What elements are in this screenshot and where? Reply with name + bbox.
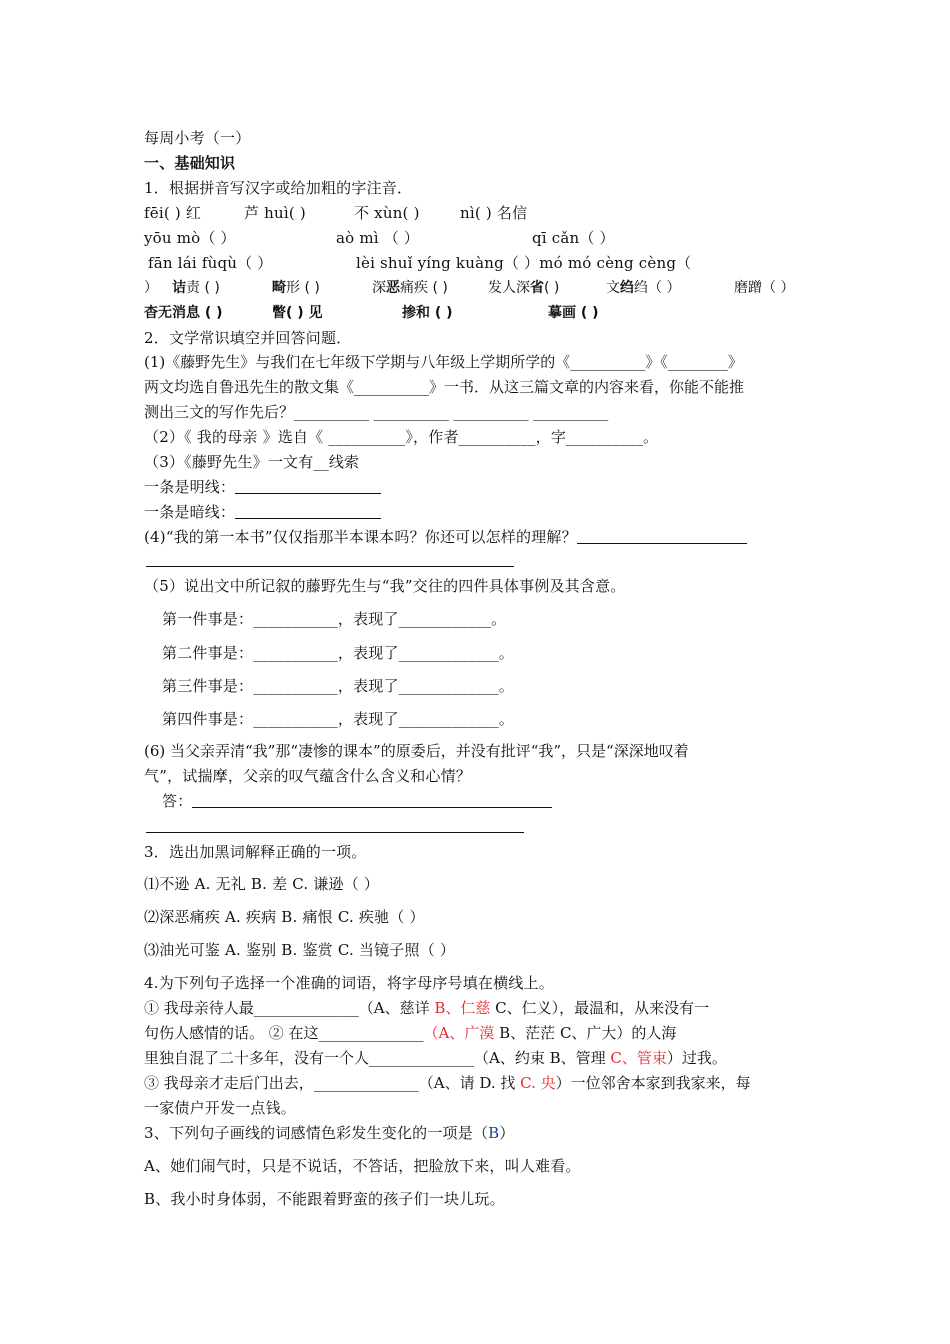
q3-item: ⑵深恶痛疾 A. 疾病 B. 痛恨 C. 疾驰（ ）	[144, 908, 425, 926]
q1-row5	[144, 303, 599, 323]
q4-text: C、仁义），最温和，从来没有一	[490, 999, 710, 1017]
q1-item: ( )	[544, 280, 560, 296]
answer-line	[235, 479, 381, 494]
event-line: 第四件事是：___________，表现了_____________。	[162, 710, 515, 728]
q1-item: 掺和 ( )	[402, 305, 453, 321]
q3-heading: 3．选出加黑词解释正确的一项。	[144, 843, 367, 861]
answer-line	[146, 566, 514, 567]
q4-text: ① 我母亲待人最______________（A、慈详	[144, 999, 435, 1017]
q2-p6-line: 气”，试揣摩，父亲的叹气蕴含什么含义和心情？	[144, 767, 472, 785]
bold-char: 诘	[172, 280, 186, 296]
q2-p6-line: (6) 当父亲弄清“我”那“凄惨的课本”的原委后，并没有批评“我”，只是“深深地叹着	[144, 742, 689, 760]
answer-mark: （A、广漠	[423, 1024, 495, 1042]
q1-item: 形 ( )	[286, 280, 320, 296]
bracket-text: ）	[144, 280, 158, 296]
answer-mark: B、仁慈	[434, 999, 491, 1017]
q2-p1-line: (1)《藤野先生》与我们在七年级下学期与八年级上学期所学的《__________》《________》	[144, 353, 743, 371]
q1-item: 绉（ ）	[634, 280, 681, 296]
answer-line	[577, 529, 747, 544]
q1-item: 深	[372, 280, 386, 296]
q2-heading: 2．文学常识填空并回答问题．	[144, 329, 352, 347]
q2-p3-text: （3）《藤野先生》一文有	[144, 453, 314, 471]
q1-row4	[144, 278, 795, 298]
q1-item: 摹画 ( )	[548, 305, 599, 321]
q1-item: fēi( ) 红	[144, 204, 202, 222]
q4-line: 一家债户开发一点钱。	[144, 1099, 297, 1117]
q2-p3-text: 线索	[328, 453, 360, 471]
section-heading: 一、基础知识	[144, 154, 236, 172]
bold-char: 绉	[620, 280, 634, 296]
q4-heading: 4.为下列句子选择一个准确的词语，将字母序号填在横线上。	[144, 974, 554, 992]
answer-mark: B	[488, 1124, 500, 1142]
q4-text: ③ 我母亲才走后门出去，______________（A、请 D. 找	[144, 1074, 521, 1092]
q1-row2	[144, 228, 615, 248]
q4-text: ）一位邻舍本家到我家来，每	[555, 1074, 751, 1092]
answer-mark: C、管束	[610, 1049, 667, 1067]
q2-p4-text: (4)“我的第一本书”仅仅指那半本课本吗？你还可以怎样的理解？	[144, 528, 577, 546]
q1-item: 无消息 ( )	[158, 305, 223, 321]
q3-item: ⑴不逊 A. 无礼 B. 差 C. 谦逊（ ）	[144, 875, 380, 893]
q4-text: 句伤人感情的话。 ② 在这______________	[144, 1024, 424, 1042]
answer-line	[146, 832, 524, 833]
answer-row	[162, 791, 552, 811]
q1-item: 文	[606, 280, 620, 296]
q1-row1	[144, 203, 528, 223]
q1-row3	[148, 253, 692, 273]
q1-item: aò mì （ ）	[336, 229, 420, 247]
answer-mark: C. 央	[520, 1074, 556, 1092]
bold-char: 杳	[144, 305, 158, 321]
q4-line	[144, 1073, 751, 1093]
bold-char: 省	[530, 280, 544, 296]
q4-line	[144, 1048, 727, 1068]
q1-item: 不 xùn( )	[354, 204, 420, 222]
event-line: 第二件事是：___________，表现了_____________。	[162, 644, 515, 662]
q1-heading: 1．根据拼音写汉字或给加粗的字注音．	[144, 179, 413, 197]
q1-item: 磨蹭（ ）	[734, 280, 795, 296]
q1-item: 芦 huì( )	[244, 204, 306, 222]
q1-item: lèi shuǐ yíng kuàng（ ）mó mó cèng cèng（	[356, 254, 692, 272]
q2-p1-line: 两文均选自鲁迅先生的散文集《__________》一书．从这三篇文章的内容来看，你能不能推	[144, 378, 745, 396]
q2-p5: （5）说出文中所记叙的藤野先生与“我”交往的四件具体事例及其含意。	[144, 577, 626, 595]
answer-line	[235, 504, 381, 519]
q1-item: yōu mò（ ）	[144, 229, 236, 247]
q1-item: 痛疾 ( )	[400, 280, 448, 296]
bold-char: 瞥	[272, 305, 286, 321]
q1-item: ( ) 见	[286, 305, 323, 321]
q2-p3-b	[144, 502, 381, 522]
event-line: 第三件事是：___________，表现了_____________。	[162, 677, 515, 695]
q5-option: B、我小时身体弱，不能跟着野蛮的孩子们一块儿玩。	[144, 1190, 505, 1208]
blank: __	[313, 453, 329, 471]
q1-item: qī cǎn（ ）	[532, 229, 615, 247]
q1-item: 责 ( )	[186, 280, 220, 296]
q5-heading	[144, 1123, 515, 1143]
q2-p3-a	[144, 477, 381, 497]
q2-p4	[144, 527, 747, 547]
q2-p1-line: 测出三文的写作先后？__________ __________ __________ __________	[144, 403, 609, 421]
q2-p2: （2）《 我的母亲 》选自《 __________》，作者__________，字__________。	[144, 428, 659, 446]
q5-option: A、她们闹气时，只是不说话，不答话，把脸放下来，叫人难看。	[144, 1157, 581, 1175]
answer-label: 答：	[162, 792, 193, 810]
answer-line	[192, 793, 552, 808]
q3-item: ⑶油光可鉴 A. 鉴别 B. 鉴赏 C. 当镜子照（ ）	[144, 941, 456, 959]
bold-char: 恶	[386, 280, 400, 296]
q4-text: 里独自混了二十多年，没有一个人______________（A、约束 B、管理	[144, 1049, 611, 1067]
bold-char: 畸	[272, 280, 286, 296]
q4-line	[144, 1023, 676, 1043]
page-title: 每周小考（一）	[144, 129, 251, 147]
q1-item: fān lái fùqù（ ）	[148, 254, 273, 272]
event-line: 第一件事是：___________，表现了____________。	[162, 610, 507, 628]
q2-p3	[144, 452, 359, 472]
q5-text: 3、下列句子画线的词感情色彩发生变化的一项是（	[144, 1124, 489, 1142]
q1-item: 发人深	[488, 280, 530, 296]
q5-text: ）	[499, 1124, 515, 1142]
q4-text: B、茫茫 C、广大）的人海	[494, 1024, 677, 1042]
q4-line	[144, 998, 709, 1018]
label: 一条是暗线：	[144, 503, 236, 521]
label: 一条是明线：	[144, 478, 236, 496]
q4-text: ）过我。	[666, 1049, 727, 1067]
q1-item: nì( ) 名信	[460, 204, 528, 222]
